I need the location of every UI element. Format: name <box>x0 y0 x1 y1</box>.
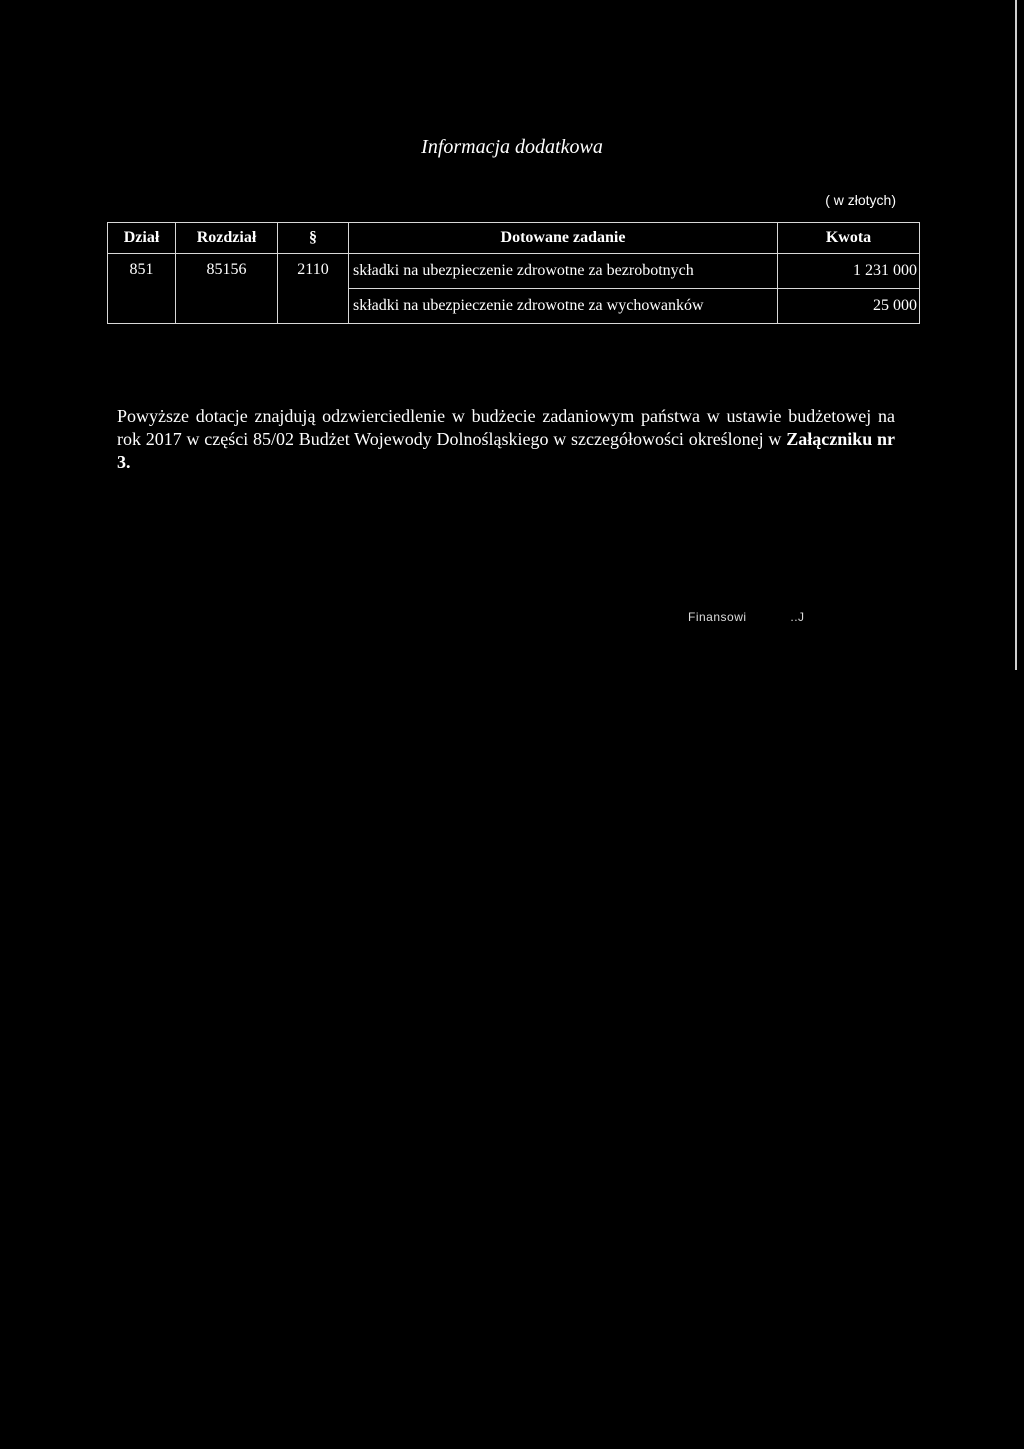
document-title: Informacja dodatkowa <box>421 136 603 158</box>
cell-kwota: 25 000 <box>778 289 920 324</box>
paragraph-text: Powyższe dotacje znajdują odzwierciedlenie w budżecie zadaniowym państwa w ustawie budżetowej na rok 2017 w części 85/02 Budżet Wojewody Dolnośląskiego w szczegółowości określonej w <box>117 406 895 449</box>
body-paragraph <box>117 405 895 474</box>
cell-rozdzial: 85156 <box>176 254 278 324</box>
cell-zadanie: składki na ubezpieczenie zdrowotne za wychowanków <box>349 289 778 324</box>
stamp-suffix: ..J <box>790 610 805 624</box>
budget-table <box>107 222 920 324</box>
header-paragraf: § <box>278 223 349 254</box>
header-dzial: Dział <box>108 223 176 254</box>
table-row <box>108 254 920 289</box>
cell-zadanie: składki na ubezpieczenie zdrowotne za bezrobotnych <box>349 254 778 289</box>
stamp-text: Finansowi <box>688 610 747 624</box>
unit-note: ( w złotych) <box>825 192 896 208</box>
cell-kwota: 1 231 000 <box>778 254 920 289</box>
attachment-reference: Załączniku nr 3. <box>117 429 895 472</box>
faded-stamp <box>688 610 805 624</box>
scan-edge-line <box>1015 0 1017 670</box>
cell-dzial: 851 <box>108 254 176 324</box>
header-zadanie: Dotowane zadanie <box>349 223 778 254</box>
header-kwota: Kwota <box>778 223 920 254</box>
header-rozdzial: Rozdział <box>176 223 278 254</box>
cell-paragraf: 2110 <box>278 254 349 324</box>
table-header-row <box>108 223 920 254</box>
